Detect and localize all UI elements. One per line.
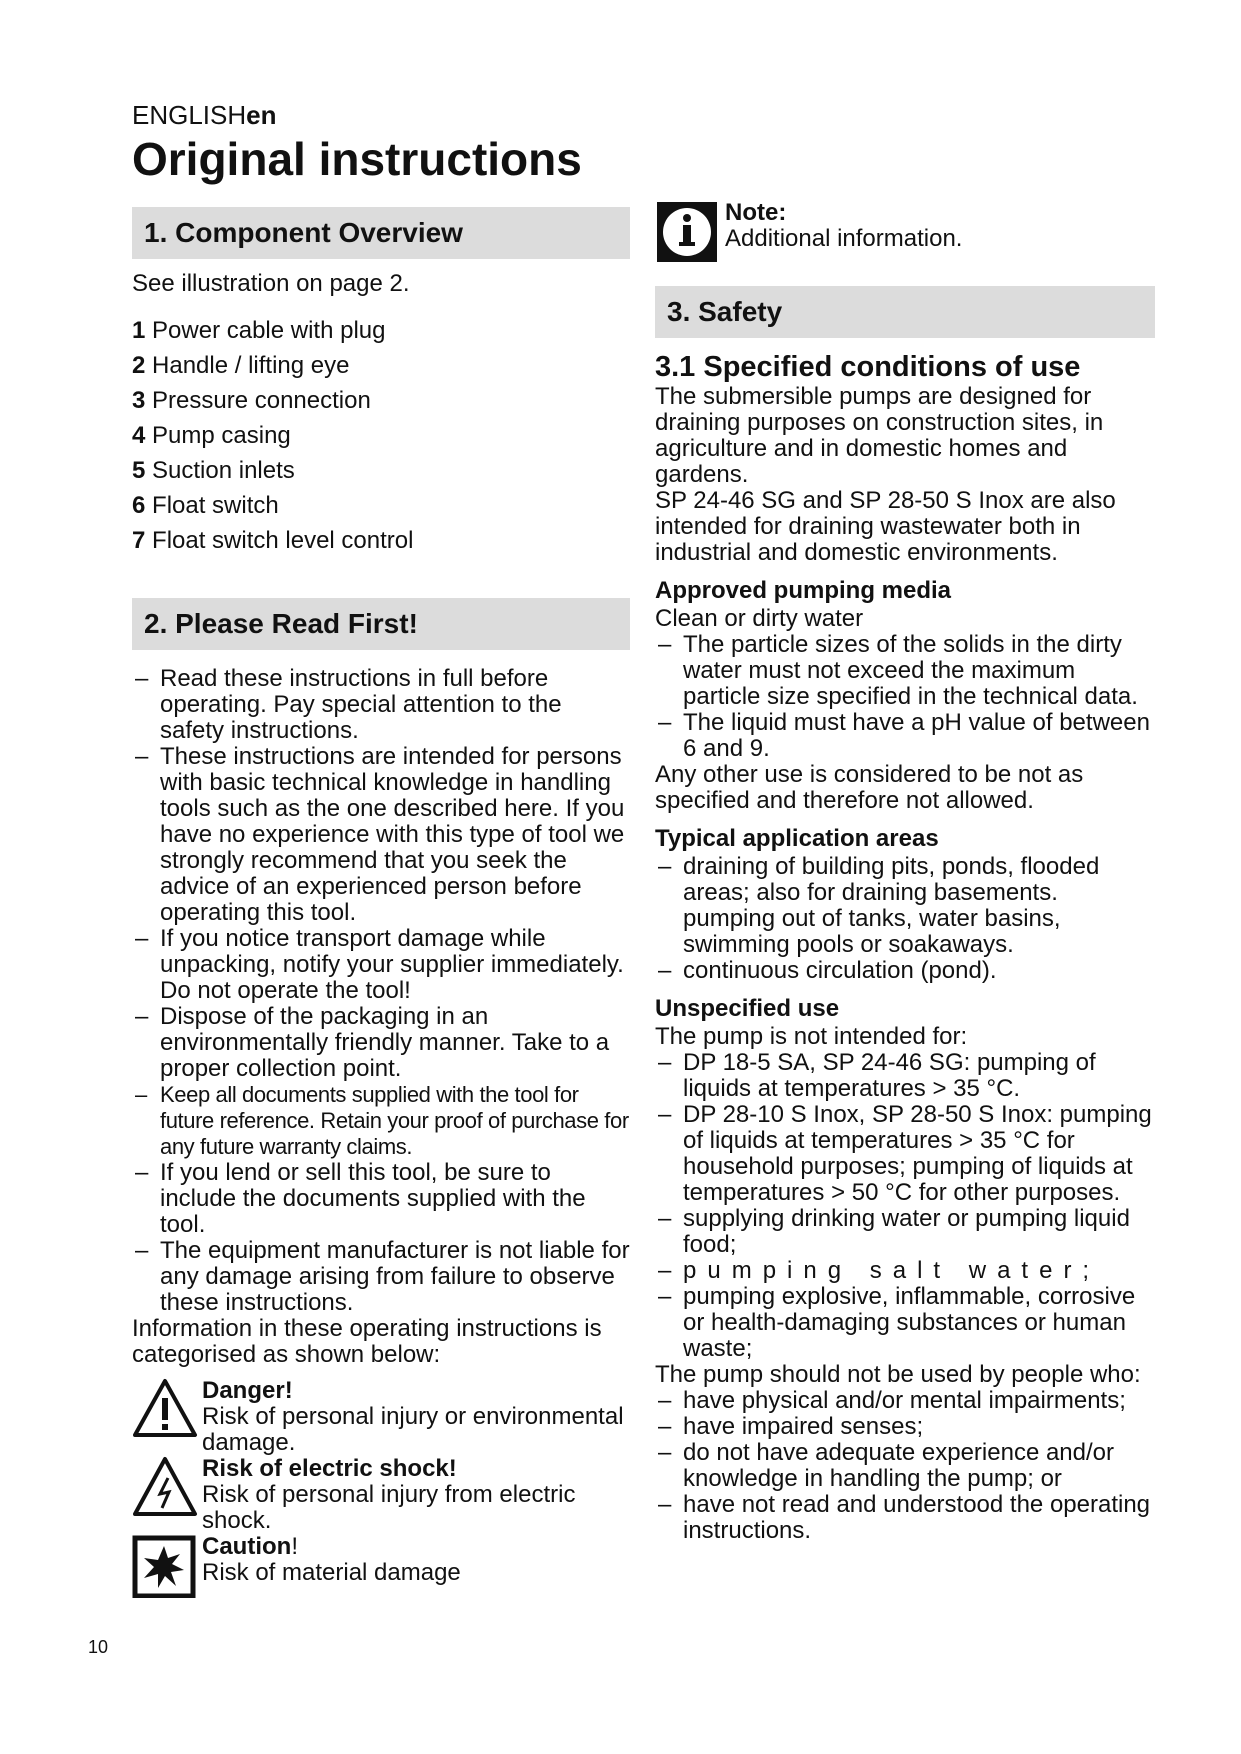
read-first-item: – If you lend or sell this tool, be sure to include the documents supplied with the tool. — [132, 1160, 630, 1238]
left-column — [132, 207, 630, 1604]
component-item — [132, 383, 630, 418]
subheading-typical-areas: Typical application areas — [655, 825, 939, 852]
component-number: 6 — [132, 492, 146, 519]
component-label: Pressure connection — [152, 387, 371, 414]
page-number: 10 — [88, 1637, 109, 1657]
unspecified-use-list — [655, 1050, 1155, 1362]
component-item — [132, 488, 630, 523]
component-number: 5 — [132, 457, 146, 484]
read-first-list-documents — [132, 1082, 630, 1160]
approved-media-list — [655, 632, 1155, 762]
read-first-item: – Dispose of the packaging in an environmentally friendly manner. Take to a proper collection point. — [132, 1004, 630, 1082]
component-item — [132, 348, 630, 383]
approved-media-intro: Clean or dirty water — [655, 605, 864, 632]
component-number: 4 — [132, 422, 146, 449]
component-label: Suction inlets — [152, 457, 295, 484]
component-item — [132, 313, 630, 348]
section-heading-component-overview: 1. Component Overview — [132, 207, 630, 259]
warning-electric-text — [202, 1456, 630, 1534]
categorisation-intro: Information in these operating instructions is categorised as shown below: — [132, 1315, 602, 1368]
component-list — [132, 313, 630, 558]
section-heading-please-read-first: 2. Please Read First! — [132, 598, 630, 650]
warning-electric-shock — [132, 1456, 630, 1534]
component-label: Float switch — [152, 492, 279, 519]
component-label: Handle / lifting eye — [152, 352, 350, 379]
read-first-item: – The equipment manufacturer is not liable for any damage arising from failure to observe these instructions. — [132, 1238, 630, 1316]
component-number: 3 — [132, 387, 146, 414]
component-item — [132, 453, 630, 488]
component-number: 1 — [132, 317, 146, 344]
component-number: 7 — [132, 527, 146, 554]
warning-title: Caution — [202, 1533, 292, 1560]
danger-icon — [132, 1378, 202, 1444]
excluded-people-intro: The pump should not be used by people who: — [655, 1361, 1141, 1388]
page-title: Original instructions — [132, 133, 582, 185]
component-label: Power cable with plug — [152, 317, 386, 344]
warning-caution — [132, 1534, 630, 1604]
unspecified-use-item: – supplying drinking water or pumping liquid food; — [655, 1206, 1155, 1258]
excluded-people-list — [655, 1388, 1155, 1544]
note-text — [725, 200, 962, 252]
warning-title-suffix: ! — [291, 1533, 298, 1560]
specified-use-paragraph: The submersible pumps are designed for draining purposes on construction sites, in agriculture and in domestic homes and gardens. — [655, 383, 1104, 488]
subheading-approved-media: Approved pumping media — [655, 577, 952, 604]
illustration-reference: See illustration on page 2. — [132, 270, 410, 297]
excluded-people-item: – do not have adequate experience and/or knowledge in handling the pump; or — [655, 1440, 1155, 1492]
approved-media-item: – The particle sizes of the solids in the dirty water must not exceed the maximum particle size specified in the technical data. — [655, 632, 1155, 710]
excluded-people-item: – have not read and understood the operating instructions. — [655, 1492, 1155, 1544]
excluded-people-item: – have physical and/or mental impairments; — [655, 1388, 1155, 1414]
read-first-item: – Keep all documents supplied with the tool for future reference. Retain your proof of purchase for any future warranty claims. — [132, 1082, 630, 1160]
warning-description: Risk of material damage — [202, 1559, 461, 1586]
read-first-item: – These instructions are intended for persons with basic technical knowledge in handling tools such as the one described here. If you have no experience with this type of tool we strongly recommend that you seek the advice of an experienced person before operating this tool. — [132, 744, 630, 926]
excluded-people-item: – have impaired senses; — [655, 1414, 1155, 1440]
note-title: Note: — [725, 199, 787, 226]
typical-area-item: – continuous circulation (pond). — [655, 958, 1155, 984]
note-box — [655, 200, 1155, 270]
warning-description: Risk of personal injury from electric shock. — [202, 1481, 576, 1534]
component-item — [132, 418, 630, 453]
component-label: Pump casing — [152, 422, 291, 449]
warning-danger — [132, 1378, 630, 1456]
component-item — [132, 523, 630, 558]
caution-icon — [132, 1534, 202, 1604]
unspecified-use-item: – DP 28-10 S Inox, SP 28-50 S Inox: pumping of liquids at temperatures > 35 °C for household purposes; pumping of liquids at temperatures > 50 °C for other purposes. — [655, 1102, 1155, 1206]
right-column — [655, 200, 1155, 1544]
typical-areas-list — [655, 854, 1155, 984]
read-first-list-continued — [132, 1160, 630, 1316]
note-description: Additional information. — [725, 225, 963, 252]
unspecified-use-item: – pumping explosive, inflammable, corrosive or health-damaging substances or human waste; — [655, 1284, 1155, 1362]
typical-area-item: – draining of building pits, ponds, flooded areas; also for draining basements. pumping out of tanks, water basins, swimming pools or soakaways. — [655, 854, 1155, 958]
electric-shock-icon — [132, 1456, 202, 1524]
component-label: Float switch level control — [152, 527, 414, 554]
warning-caution-text — [202, 1534, 461, 1586]
warning-danger-text — [202, 1378, 630, 1456]
read-first-list — [132, 666, 630, 1082]
info-icon — [655, 200, 725, 270]
warning-title: Danger! — [202, 1377, 293, 1404]
specified-use-paragraph-wastewater: SP 24-46 SG and SP 28-50 S Inox are also intended for draining wastewater both in industrial and domestic environments. — [655, 487, 1116, 566]
unspecified-use-item: – pumping salt water; — [655, 1258, 1155, 1284]
section-heading-safety: 3. Safety — [655, 286, 1155, 338]
language-code: en — [246, 100, 277, 130]
subheading-unspecified-use: Unspecified use — [655, 995, 840, 1022]
language-name: ENGLISH — [132, 100, 247, 130]
approved-media-outro: Any other use is considered to be not as specified and therefore not allowed. — [655, 761, 1084, 814]
subheading-specified-use: 3.1 Specified conditions of use — [655, 351, 1081, 383]
language-label — [132, 100, 277, 130]
read-first-item: – Read these instructions in full before operating. Pay special attention to the safety instructions. — [132, 666, 630, 744]
unspecified-use-item: – DP 18-5 SA, SP 24-46 SG: pumping of liquids at temperatures > 35 °C. — [655, 1050, 1155, 1102]
approved-media-item: – The liquid must have a pH value of between 6 and 9. — [655, 710, 1155, 762]
unspecified-use-intro: The pump is not intended for: — [655, 1023, 968, 1050]
warning-description: Risk of personal injury or environmental damage. — [202, 1403, 624, 1456]
warning-title: Risk of electric shock! — [202, 1455, 457, 1482]
component-number: 2 — [132, 352, 146, 379]
read-first-item: – If you notice transport damage while unpacking, notify your supplier immediately. Do not operate the tool! — [132, 926, 630, 1004]
